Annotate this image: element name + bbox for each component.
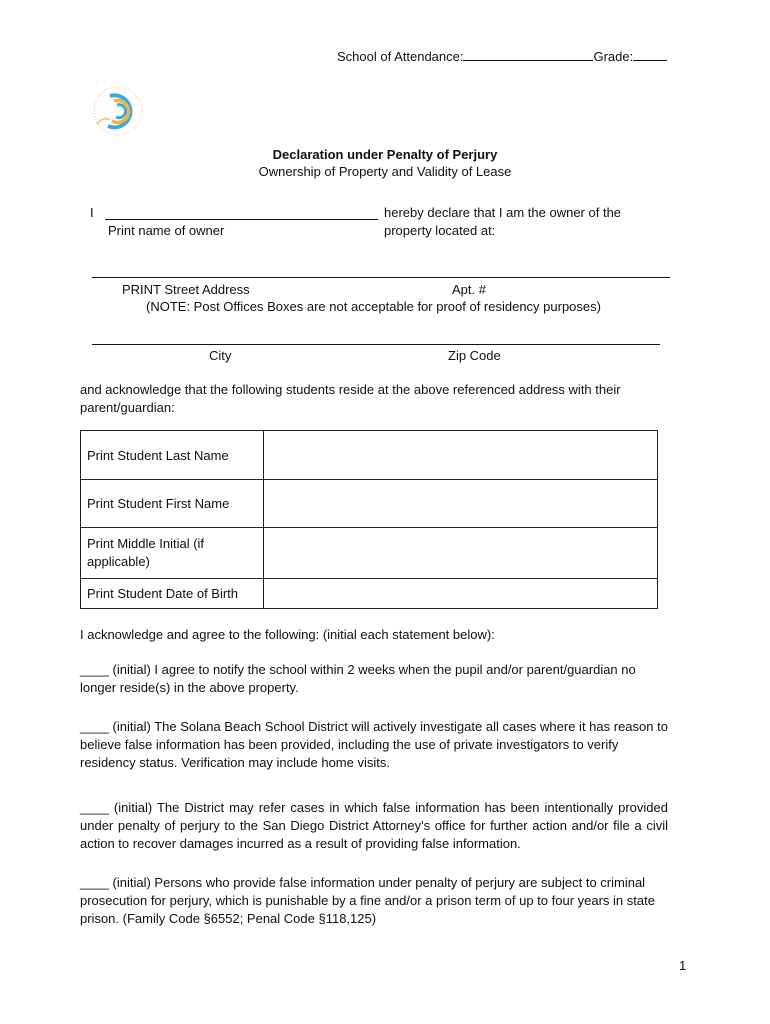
owner-name-line[interactable] [105, 219, 378, 220]
city-zip-line[interactable] [92, 344, 660, 345]
street-address-line[interactable] [92, 277, 670, 278]
grade-label: Grade: [593, 49, 634, 64]
statement-district-referral: ____ (initial) The District may refer cases in which false information has been intentionally provided under penalty of perjury to the San Diego District Attorney's office for further action and/or file a civil action to recover damages incurred as a result of providing false information. [80, 800, 668, 851]
owner-name-label: Print name of owner [108, 223, 225, 238]
student-middle-initial-input[interactable] [264, 528, 658, 579]
student-info-table [80, 430, 658, 609]
student-first-name-input[interactable] [264, 480, 658, 528]
form-subtitle: Ownership of Property and Validity of Lease [258, 164, 512, 179]
acknowledge-intro-line1: and acknowledge that the following students reside at the above referenced address with their [80, 382, 621, 397]
statement-prosecution: ____ (initial) Persons who provide false information under penalty of perjury are subject to criminal prosecution for perjury, which is punishable by a fine and/or a prison term of up to four years in state prison. (Family Code §6552; Penal Code §118,125) [80, 875, 655, 926]
po-box-note: (NOTE: Post Offices Boxes are not acceptable for proof of residency purposes) [146, 299, 601, 314]
zip-code-label: Zip Code [448, 348, 501, 363]
district-logo [88, 84, 150, 140]
school-of-attendance-blank[interactable] [463, 48, 593, 61]
student-dob-label: Print Student Date of Birth [81, 579, 264, 609]
school-of-attendance-label: School of Attendance: [337, 49, 464, 64]
student-last-name-label: Print Student Last Name [81, 431, 264, 480]
student-first-name-label: Print Student First Name [81, 480, 264, 528]
student-dob-input[interactable] [264, 579, 658, 609]
table-row [81, 431, 658, 480]
student-middle-initial-label: Print Middle Initial (if applicable) [81, 528, 264, 579]
form-title: Declaration under Penalty of Perjury [272, 147, 498, 162]
statements-intro: I acknowledge and agree to the following: (initial each statement below): [80, 627, 495, 642]
property-located-text: property located at: [384, 223, 496, 238]
street-address-label: PRINT Street Address [122, 282, 250, 297]
student-last-name-input[interactable] [264, 431, 658, 480]
owner-prefix: I [90, 205, 94, 220]
statement-notify-school: ____ (initial) I agree to notify the school within 2 weeks when the pupil and/or parent/guardian no longer reside(s) in the above property. [80, 662, 636, 695]
statement-investigation: ____ (initial) The Solana Beach School District will actively investigate all cases where it has reason to believe false information has been provided, including the use of private investigators to verify residency status. Verification may include home visits. [80, 719, 668, 770]
page-number: 1 [679, 958, 687, 973]
apt-label: Apt. # [452, 282, 486, 297]
table-row [81, 480, 658, 528]
table-row [81, 579, 658, 609]
owner-declaration-text: hereby declare that I am the owner of the [384, 205, 622, 220]
city-label: City [209, 348, 232, 363]
acknowledge-intro-line2: parent/guardian: [80, 400, 175, 415]
school-of-attendance-field [337, 48, 667, 64]
grade-blank[interactable] [633, 48, 667, 61]
table-row [81, 528, 658, 579]
